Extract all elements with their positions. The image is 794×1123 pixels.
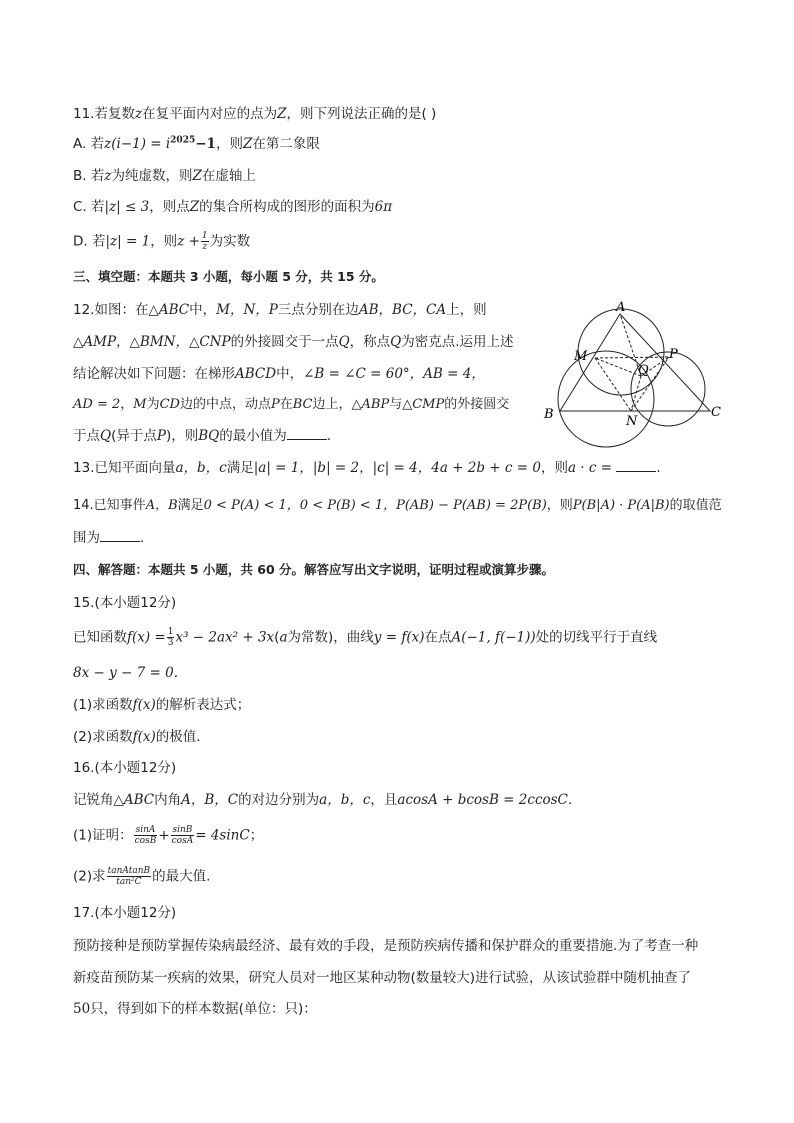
q15-line-2: 8x − y − 7 = 0. [73, 665, 178, 681]
miquel-figure [538, 294, 728, 454]
q17-line-1: 预防接种是预防掌握传染病最经济、最有效的手段，是预防疾病传播和保护群众的重要措施.为了考查一种 [73, 938, 699, 954]
section-4-heading: 四、解答题：本题共 5 小题，共 60 分。解答应写出文字说明，证明过程或演算步骤。 [73, 562, 555, 577]
q15-heading: 15.(本小题12分) [73, 595, 177, 611]
label-n: N [626, 414, 638, 429]
q15-part-1: (1)求函数f(x)的解析表达式； [73, 697, 251, 713]
q12-line-5: 于点Q(异于点P)，则BQ的最小值为 . [73, 428, 332, 444]
q17-heading: 17.(本小题12分) [73, 905, 177, 921]
label-b: B [544, 407, 554, 422]
q16-part-2: (2)求 $\frac{\text{tanAtanB}}{\text{tan²C}}$ 的最大值. [73, 866, 211, 887]
q12-line-3: 结论解决如下问题：在梯形ABCD中，∠B = ∠C = 60°，AB = 4， [73, 366, 485, 382]
q11-option-d: D. 若|z| = 1，则z + $\frac{1}{z}$ 为实数 [73, 231, 251, 252]
label-c: C [711, 405, 721, 420]
q11-option-a: A. 若$z(i-1) = i^{2025}-1$，则Z在第二象限 [73, 135, 320, 152]
segment-mp [595, 357, 669, 358]
q15-line-1: 已知函数f(x) = $\frac{1}{3}$ x³ − 2ax² + 3x(a为常数)，曲线y = f(x)在点A(−1, f(−1))处的切线平行于直线 [73, 627, 658, 648]
q16-part-1: (1)证明： $\frac{\sin A}{\cos B}$ + $\frac{\sin B}{\cos A}$ = 4sinC； [73, 825, 264, 846]
q16-line-1: 记锐角△ABC内角A，B，C的对边分别为a，b，c，且acosA + bcosB = 2ccosC. [73, 792, 573, 808]
q11-option-b: B. 若z为纯虚数，则Z在虚轴上 [73, 168, 256, 184]
q17-line-2: 新疫苗预防某一疾病的效果，研究人员对一地区某种动物(数量较大)进行试验，从该试验群中随机抽查了 [73, 970, 692, 986]
q12-line-4: AD = 2，M为CD边的中点，动点P在BC边上，△ABP与△CMP的外接圆交 [73, 397, 510, 412]
label-p: P [669, 347, 678, 362]
q14-line-1: 14.已知事件A，B满足0 < P(A) < 1，0 < P(B) < 1，P(AB) − P(AB) = 2P(B)，则P(B|A) · P(A|B)的取值范 [73, 498, 722, 513]
answer-blank [616, 459, 656, 472]
label-m: M [574, 349, 588, 364]
label-a: A [616, 300, 626, 315]
q12-line-2: △AMP，△BMN，△CNP的外接圆交于一点Q，称点Q为密克点.运用上述 [73, 334, 514, 350]
q15-part-2: (2)求函数f(x)的极值. [73, 729, 201, 745]
q14-line-2: 围为 . [73, 530, 145, 546]
q16-heading: 16.(本小题12分) [73, 760, 177, 776]
q13-stem: 13.已知平面向量a，b，c满足|a| = 1，|b| = 2，|c| = 4，4a + 2b + c = 0，则a · c = . [73, 460, 661, 476]
section-3-heading: 三、填空题：本题共 3 小题，每小题 5 分，共 15 分。 [73, 269, 384, 284]
segment-mn [595, 358, 631, 411]
label-q: Q [638, 363, 649, 378]
q11-stem: 11.若复数z在复平面内对应的点为Z，则下列说法正确的是( ) [73, 106, 437, 122]
q17-line-3: 50只，得到如下的样本数据(单位：只)： [73, 1001, 317, 1017]
answer-blank [100, 529, 140, 542]
answer-blank [287, 427, 327, 440]
q12-line-1: 12.如图：在△ABC中，M，N，P三点分别在边AB，BC，CA上，则 [73, 302, 487, 318]
q11-option-c: C. 若|z| ≤ 3，则点Z的集合所构成的图形的面积为6π [73, 199, 393, 215]
